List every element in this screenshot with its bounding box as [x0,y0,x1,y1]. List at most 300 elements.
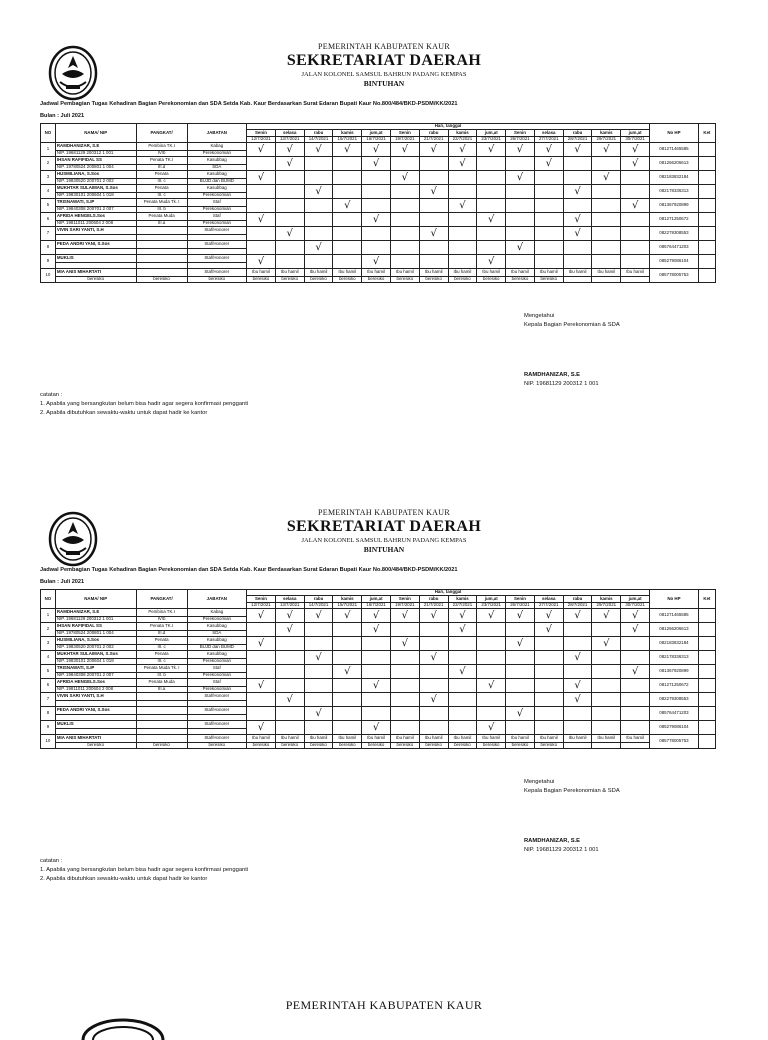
employee-nip: NIP. 19840308 200701 2 007 [55,673,136,679]
attendance-cell: √ [390,143,419,157]
attendance-cell: √ [362,679,391,693]
notes-heading: catatan : [40,392,63,398]
attendance-cell [390,227,419,241]
attendance-cell [534,693,563,707]
attendance-cell: √ [333,665,362,679]
attendance-cell [362,707,391,721]
attendance-cell [477,171,506,185]
attendance-cell [390,199,419,213]
attendance-cell [506,679,535,693]
employee-name: MUKHTAR SULAIMAN, S.Sos [55,185,136,193]
remarks-cell [698,241,715,255]
leave-note: beresiko [136,277,187,283]
table-row [41,143,716,151]
day-header: rabu [419,130,448,137]
phone-number: 081271250672 [650,213,699,227]
attendance-cell: √ [448,199,477,213]
leave-note: beresiko [362,277,391,283]
day-header: Senin [247,596,276,603]
attendance-cell [534,637,563,651]
attendance-cell [390,721,419,735]
employee-position: Kasubbag [187,157,246,165]
attendance-cell: √ [247,213,276,227]
date-header: 19/7/2021 [390,603,419,609]
attendance-cell: √ [621,143,650,157]
attendance-cell [592,255,621,269]
leave-note: Ibu hamil [592,735,621,743]
phone-number: 082279308553 [650,693,699,707]
attendance-cell [275,255,304,269]
leave-note: beresiko [506,743,535,749]
employee-rank [136,735,187,743]
remarks-cell [698,637,715,651]
attendance-cell [448,637,477,651]
remarks-cell [698,269,715,283]
date-header: 28/7/2021 [563,603,592,609]
row-number: 9 [41,255,56,269]
day-header: Senin [390,130,419,137]
phone-number: 082178336313 [650,185,699,199]
table-row [41,721,716,729]
phone-number: 081266206613 [650,157,699,171]
note-item: 2. Apabila dibutuhkan sewaktu-waktu untuk dapat hadir ke kantor [40,875,208,882]
attendance-cell: √ [247,609,276,623]
attendance-cell [448,241,477,255]
attendance-cell [534,255,563,269]
attendance-cell [592,213,621,227]
phone-number: 081271465585 [650,143,699,157]
employee-nip: NIP. 19780524 200801 1 004 [55,165,136,171]
attendance-cell: √ [506,241,535,255]
remarks-cell [698,609,715,623]
attendance-cell [333,213,362,227]
employee-rank: Penata Muda [136,679,187,687]
column-header-phone: No HP [650,124,699,143]
attendance-cell: √ [621,609,650,623]
duty-schedule-table [40,589,716,749]
employee-rank-grade: III.a [136,687,187,693]
day-header: selasa [534,130,563,137]
office-title: SEKRETARIAT DAERAH [286,52,482,69]
leave-note: Ibu hamil [362,735,391,743]
attendance-cell [362,199,391,213]
date-header: 22/7/2021 [448,137,477,143]
employee-rank: Pembina TK.I [136,609,187,617]
employee-rank: Penata TK.I [136,157,187,165]
attendance-cell [390,157,419,171]
attendance-cell [275,637,304,651]
employee-position-unit: Perekonomian [187,617,246,623]
attendance-cell [304,665,333,679]
employee-rank-grade: III. c [136,179,187,185]
row-number: 6 [41,679,56,693]
attendance-cell: √ [477,721,506,735]
employee-position: Kasubbag [187,651,246,659]
attendance-cell: √ [304,609,333,623]
attendance-cell: √ [477,255,506,269]
employee-nip: NIP. 19811011 200604 2 008 [55,687,136,693]
day-header: Senin [506,130,535,137]
row-number: 5 [41,199,56,213]
leave-note: Ibu hamil [448,269,477,277]
day-header: Senin [247,130,276,137]
attendance-cell [621,241,650,255]
note-item: 1. Apabila yang bersangkutan belum bisa hadir agar segera konfirmasi pengganti [40,400,249,407]
leave-note: beresiko [247,743,276,749]
employee-position: Staf [187,665,246,673]
attendance-cell [592,623,621,637]
employee-rank: Penata TK.I [136,623,187,631]
date-header: 29/7/2021 [592,603,621,609]
day-header: kamis [592,130,621,137]
table-row [41,707,716,715]
employee-rank-grade: III. c [136,193,187,199]
date-header: 22/7/2021 [448,603,477,609]
attendance-cell: √ [563,227,592,241]
attendance-cell [304,213,333,227]
employee-rank [136,693,187,701]
attendance-cell [247,665,276,679]
letterhead [0,508,768,554]
employee-position-unit: Perekonomian [187,151,246,157]
table-row [41,185,716,193]
date-header: 27/7/2021 [534,137,563,143]
employee-position-unit: Perekonomian [187,673,246,679]
employee-rank-grade: III. c [136,659,187,665]
attendance-cell [477,665,506,679]
attendance-cell [621,637,650,651]
row-number: 10 [41,269,56,283]
leave-note: beresiko [275,277,304,283]
leave-note: beresiko [419,277,448,283]
attendance-cell [419,721,448,735]
attendance-cell [333,637,362,651]
attendance-cell [506,693,535,707]
row-number: 7 [41,227,56,241]
attendance-cell [477,241,506,255]
attendance-cell [390,679,419,693]
row-number: 7 [41,693,56,707]
attendance-cell [419,157,448,171]
employee-name: TRISNAWATI, S.IP [55,199,136,207]
attendance-cell: √ [362,255,391,269]
attendance-cell [592,241,621,255]
attendance-cell [506,255,535,269]
column-header-name: NAMA/ NIP [55,124,136,143]
attendance-cell [304,171,333,185]
date-header: 30/7/2021 [621,603,650,609]
date-header: 27/7/2021 [534,603,563,609]
attendance-cell [275,171,304,185]
attendance-cell [275,213,304,227]
phone-number: 082279308553 [650,227,699,241]
phone-number: 082183832184 [650,171,699,185]
phone-number: 081266206613 [650,623,699,637]
column-header-date-group: Hari, tanggal [247,590,650,596]
duty-schedule-table [40,123,716,283]
date-header: 15/7/2021 [333,603,362,609]
day-header: Senin [390,596,419,603]
note-item: 2. Apabila dibutuhkan sewaktu-waktu untuk dapat hadir ke kantor [40,409,208,416]
day-header: rabu [563,130,592,137]
attendance-cell: √ [448,623,477,637]
employee-nip [563,743,592,749]
day-header: rabu [304,130,333,137]
table-row [41,277,716,283]
notes-heading: catatan : [40,858,63,864]
attendance-cell: √ [362,213,391,227]
attendance-cell [390,241,419,255]
schedule-month: Bulan : Juli 2021 [40,579,85,585]
attendance-cell [419,199,448,213]
attendance-cell: √ [390,171,419,185]
employee-name: MUKHTAR SULAIMAN, S.Sos [55,651,136,659]
date-header: 16/7/2021 [362,137,391,143]
attendance-cell: √ [621,199,650,213]
attendance-cell [419,213,448,227]
date-header: 21/7/2021 [419,603,448,609]
employee-name: AFRIDA HENGELS.Sos [55,679,136,687]
employee-position-unit [621,277,650,283]
leave-note: beresiko [55,277,136,283]
day-header: rabu [563,596,592,603]
employee-position: Staf/Honorer [187,735,246,743]
attendance-cell [390,665,419,679]
leave-note: Ibu hamil [362,269,391,277]
employee-name: RAMDHANIZAR, S.E [55,609,136,617]
attendance-cell [592,227,621,241]
attendance-cell [333,721,362,735]
table-row [41,171,716,179]
employee-rank-grade: III.d [136,631,187,637]
office-title: SEKRETARIAT DAERAH [286,518,482,535]
attendance-cell: √ [275,609,304,623]
employee-rank-grade: IV/b [136,151,187,157]
attendance-cell [275,199,304,213]
remarks-cell [698,213,715,227]
attendance-cell [419,637,448,651]
day-header: jum,at [477,596,506,603]
column-header-remarks: Ket [698,590,715,609]
attendance-cell [390,707,419,721]
attendance-cell [333,255,362,269]
attendance-cell [247,185,276,199]
attendance-cell [275,241,304,255]
employee-name: AFRIDA HENGELS.Sos [55,213,136,221]
attendance-cell [247,623,276,637]
attendance-cell [419,679,448,693]
attendance-cell: √ [448,609,477,623]
row-number: 4 [41,185,56,199]
attendance-cell: √ [333,609,362,623]
leave-note: beresiko [390,277,419,283]
leave-note: beresiko [448,277,477,283]
employee-name: HUSMILIANA, S.Sos [55,637,136,645]
attendance-cell [621,185,650,199]
attendance-cell [362,637,391,651]
employee-position-unit [621,743,650,749]
leave-note: beresiko [304,743,333,749]
remarks-cell [698,651,715,665]
employee-nip: NIP. 19830101 200604 1 018 [55,659,136,665]
attendance-cell [563,637,592,651]
attendance-cell [563,171,592,185]
attendance-cell [275,679,304,693]
remarks-cell [698,721,715,735]
employee-rank-grade: III. b [136,207,187,213]
column-header-remarks: Ket [698,124,715,143]
schedule-month: Bulan : Juli 2021 [40,113,85,119]
date-header: 16/7/2021 [362,603,391,609]
document-subject: Jadwal Pembagian Tugas Kehadiran Bagian Perekonomian dan SDA Setda Kab. Kaur Berdasarkan Surat Edaran Bupati Kaur No.800/484/BKD-PSDM/KK/2021 [40,101,458,107]
employee-position: Staf [187,199,246,207]
attendance-cell [247,241,276,255]
employee-position-unit: SDA [187,631,246,637]
attendance-cell [506,213,535,227]
attendance-cell [477,707,506,721]
leave-note: Ibu hamil [506,735,535,743]
date-header: 12/7/2021 [247,137,276,143]
table-row [41,609,716,617]
attendance-cell [448,721,477,735]
leave-note: Ibu hamil [275,735,304,743]
leave-note: Ibu hamil [621,269,650,277]
date-header: 29/7/2021 [592,137,621,143]
attendance-cell: √ [563,609,592,623]
leave-note: beresiko [477,743,506,749]
attendance-cell: √ [362,609,391,623]
attendance-cell: √ [563,185,592,199]
employee-rank: Penata Muda Tk. I [136,199,187,207]
attendance-cell: √ [275,227,304,241]
remarks-cell [698,693,715,707]
phone-number: 085279086104 [650,255,699,269]
employee-name: IHSAN RAFIFIDAL SS [55,157,136,165]
date-header: 26/7/2021 [506,603,535,609]
row-number: 3 [41,171,56,185]
employee-rank [136,241,187,249]
day-header: jum,at [362,596,391,603]
leave-note: beresiko [534,277,563,283]
attendance-cell [621,707,650,721]
attendance-cell [362,185,391,199]
attendance-cell [247,199,276,213]
employee-rank: Penata [136,637,187,645]
attendance-cell: √ [304,143,333,157]
attendance-cell: √ [419,185,448,199]
leave-note: beresiko [362,743,391,749]
attendance-cell: √ [592,171,621,185]
phone-number: 081271465585 [650,609,699,623]
row-number: 2 [41,623,56,637]
employee-rank-grade: III. c [136,645,187,651]
day-header: selasa [534,596,563,603]
attendance-cell [534,651,563,665]
table-row [41,623,716,631]
attendance-cell [534,665,563,679]
phone-number: 082178336313 [650,651,699,665]
date-header: 19/7/2021 [390,137,419,143]
employee-name: PEDA ANDRI YANI, S.Sos [55,241,136,249]
employee-position-unit: Perekonomian [187,193,246,199]
remarks-cell [698,185,715,199]
leave-note: Ibu hamil [477,269,506,277]
table-row [41,227,716,235]
phone-number: 081271250672 [650,679,699,693]
leave-note: Ibu hamil [304,735,333,743]
remarks-cell [698,623,715,637]
leave-note: beresiko [275,743,304,749]
attendance-cell [621,721,650,735]
employee-position: Staf/Honorer [187,241,246,249]
document-page-2 [0,466,768,986]
attendance-cell [506,199,535,213]
attendance-cell [275,185,304,199]
attendance-cell [563,255,592,269]
table-row [41,213,716,221]
attendance-cell [621,213,650,227]
employee-position: Staf/Honorer [187,255,246,263]
attendance-cell: √ [275,693,304,707]
attendance-cell: √ [247,255,276,269]
attendance-cell [621,255,650,269]
attendance-cell [448,693,477,707]
document-subject: Jadwal Pembagian Tugas Kehadiran Bagian Perekonomian dan SDA Setda Kab. Kaur Berdasarkan Surat Edaran Bupati Kaur No.800/484/BKD-PSDM/KK/2021 [40,567,458,573]
employee-position: Kasubbag [187,171,246,179]
employee-position: Staf/Honorer [187,707,246,715]
attendance-cell [534,227,563,241]
table-row [41,693,716,701]
leave-note: Ibu hamil [477,735,506,743]
date-header: 12/7/2021 [247,603,276,609]
day-header: kamis [448,130,477,137]
employee-nip: NIP. 19681129 200312 1 001 [55,617,136,623]
acknowledged-label: Mengetahui [524,313,555,319]
employee-rank-grade [592,743,621,749]
attendance-cell [477,157,506,171]
leave-note: Ibu hamil [275,269,304,277]
row-number: 2 [41,157,56,171]
date-header: 23/7/2021 [477,137,506,143]
attendance-cell [534,185,563,199]
employee-rank [136,269,187,277]
attendance-cell [534,213,563,227]
leave-note: Ibu hamil [592,269,621,277]
leave-note: Ibu hamil [390,269,419,277]
remarks-cell [698,157,715,171]
attendance-cell: √ [304,185,333,199]
attendance-cell [563,665,592,679]
employee-rank [136,707,187,715]
attendance-cell: √ [563,693,592,707]
attendance-cell [563,721,592,735]
attendance-cell [477,651,506,665]
phone-number: 085778005753 [650,269,699,283]
employee-position: Kabag [187,143,246,151]
remarks-cell [698,679,715,693]
attendance-cell [275,665,304,679]
attendance-cell [304,255,333,269]
attendance-cell: √ [506,609,535,623]
day-header: kamis [333,596,362,603]
attendance-cell [304,199,333,213]
government-title: PEMERINTAH KABUPATEN KAUR [318,42,450,51]
employee-nip: NIP. 19830520 200701 2 002 [55,645,136,651]
leave-note: Ibu hamil [333,269,362,277]
employee-rank-grade: IV/b [136,617,187,623]
attendance-cell [247,651,276,665]
date-header: 21/7/2021 [419,137,448,143]
